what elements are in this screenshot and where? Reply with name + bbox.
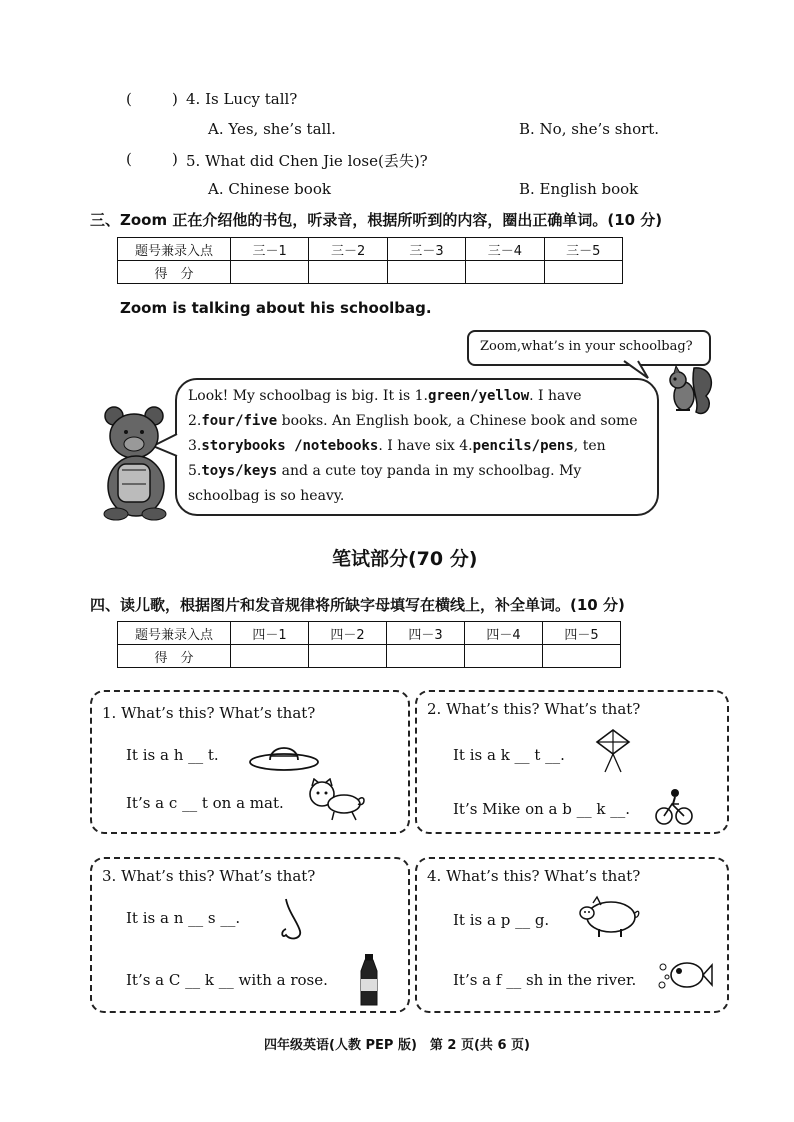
- bubble-tail: [620, 360, 650, 380]
- score-table-label: 题号兼录入点: [118, 238, 231, 261]
- cat-icon: [306, 778, 368, 822]
- rhyme-title: 2. What’s this? What’s that?: [427, 700, 641, 718]
- score-cell[interactable]: [231, 261, 309, 284]
- passage-text: and a cute toy panda in my schoolbag. My schoolbag is so heavy.: [188, 463, 582, 504]
- rhyme-box-1: [90, 690, 410, 834]
- section-3-score-table: [117, 237, 623, 284]
- option-b: B. No, she’s short.: [519, 120, 660, 138]
- rhyme-box-3: [90, 857, 410, 1013]
- choice-4[interactable]: pencils/pens: [472, 438, 574, 454]
- nose-icon: [278, 897, 308, 943]
- rhyme-title: 3. What’s this? What’s that?: [102, 867, 316, 885]
- section-3-heading: 三、Zoom 正在介绍他的书包，听录音，根据所听到的内容，圈出正确单词。(10 分): [90, 211, 663, 229]
- page-footer: 四年级英语(人教 PEP 版) 第 2 页(共 6 页): [264, 1038, 530, 1053]
- score-table-score-row: [118, 645, 621, 668]
- rhyme-line-bike[interactable]: It’s Mike on a b __ k __.: [453, 800, 631, 818]
- rhyme-line-kite[interactable]: It is a k __ t __.: [453, 746, 565, 764]
- rhyme-box-4: [415, 857, 729, 1013]
- option-b: B. English book: [519, 180, 639, 198]
- section-4-score-table: [117, 621, 621, 668]
- rhyme-box-2: [415, 690, 729, 834]
- score-table-col: 三－3: [387, 238, 465, 261]
- written-part-title: 笔试部分(70 分): [332, 548, 478, 570]
- schoolbag-passage: [188, 384, 650, 509]
- question-text: 5. What did Chen Jie lose(丢失)?: [186, 152, 428, 170]
- rhyme-line-fish[interactable]: It’s a f __ sh in the river.: [453, 971, 637, 989]
- squirrel-icon: [656, 360, 716, 422]
- score-table-col: 四－2: [309, 622, 387, 645]
- score-table-score-row: [118, 261, 623, 284]
- score-row-label: 得 分: [118, 261, 231, 284]
- rhyme-line-hat[interactable]: It is a h __ t.: [126, 746, 219, 764]
- rhyme-line-nose[interactable]: It is a n __ s __.: [126, 909, 241, 927]
- question-text: 4. Is Lucy tall?: [186, 90, 298, 108]
- option-a: A. Chinese book: [208, 180, 331, 198]
- section-4-heading: 四、读儿歌，根据图片和发音规律将所缺字母填写在横线上，补全单词。(10 分): [90, 596, 625, 614]
- coke-bottle-icon: [356, 953, 382, 1007]
- choice-3[interactable]: storybooks /notebooks: [201, 438, 379, 454]
- score-table-label: 题号兼录入点: [118, 622, 231, 645]
- score-table-col: 三－4: [466, 238, 544, 261]
- score-row-label: 得 分: [118, 645, 231, 668]
- passage-text: . I have six 4.: [378, 438, 473, 454]
- score-cell[interactable]: [387, 645, 465, 668]
- score-cell[interactable]: [231, 645, 309, 668]
- score-table-col: 四－3: [387, 622, 465, 645]
- score-cell[interactable]: [309, 261, 387, 284]
- kite-icon: [593, 728, 633, 774]
- score-table-header-row: [118, 238, 623, 261]
- choice-5[interactable]: toys/keys: [201, 463, 278, 479]
- question-bubble-text: Zoom,what’s in your schoolbag?: [480, 339, 693, 354]
- rhyme-line-cat[interactable]: It’s a c __ t on a mat.: [126, 794, 284, 812]
- rhyme-line-pig[interactable]: It is a p __ g.: [453, 911, 550, 929]
- passage-text: . I have 2.: [188, 388, 582, 429]
- option-a: A. Yes, she’s tall.: [208, 120, 336, 138]
- rhyme-line-coke[interactable]: It’s a C __ k __ with a rose.: [126, 971, 328, 989]
- passage-text: , ten 5.: [188, 438, 606, 479]
- score-cell[interactable]: [387, 261, 465, 284]
- score-table-col: 三－2: [309, 238, 387, 261]
- answer-bracket-close: ): [172, 150, 178, 168]
- choice-1[interactable]: green/yellow: [428, 388, 530, 404]
- answer-bracket-open[interactable]: (: [126, 90, 132, 108]
- score-cell[interactable]: [544, 261, 622, 284]
- choice-2[interactable]: four/five: [201, 413, 278, 429]
- score-cell[interactable]: [543, 645, 621, 668]
- bike-icon: [655, 788, 693, 826]
- score-table-col: 三－1: [231, 238, 309, 261]
- score-cell[interactable]: [466, 261, 544, 284]
- score-table-col: 四－1: [231, 622, 309, 645]
- rhyme-title: 4. What’s this? What’s that?: [427, 867, 641, 885]
- score-table-col: 四－5: [543, 622, 621, 645]
- pig-icon: [577, 895, 641, 939]
- section-3-intro: Zoom is talking about his schoolbag.: [120, 299, 432, 317]
- score-table-col: 三－5: [544, 238, 622, 261]
- hat-icon: [248, 738, 320, 774]
- passage-text: books. An English book, a Chinese book and some 3.: [188, 413, 638, 454]
- passage-text: Look! My schoolbag is big. It is 1.: [188, 388, 428, 404]
- score-cell[interactable]: [465, 645, 543, 668]
- answer-bracket-open[interactable]: (: [126, 150, 132, 168]
- fish-icon: [657, 955, 713, 995]
- score-table-col: 四－4: [465, 622, 543, 645]
- score-table-header-row: [118, 622, 621, 645]
- score-cell[interactable]: [309, 645, 387, 668]
- bear-with-schoolbag-icon: [98, 404, 176, 522]
- rhyme-title: 1. What’s this? What’s that?: [102, 704, 316, 722]
- answer-bracket-close: ): [172, 90, 178, 108]
